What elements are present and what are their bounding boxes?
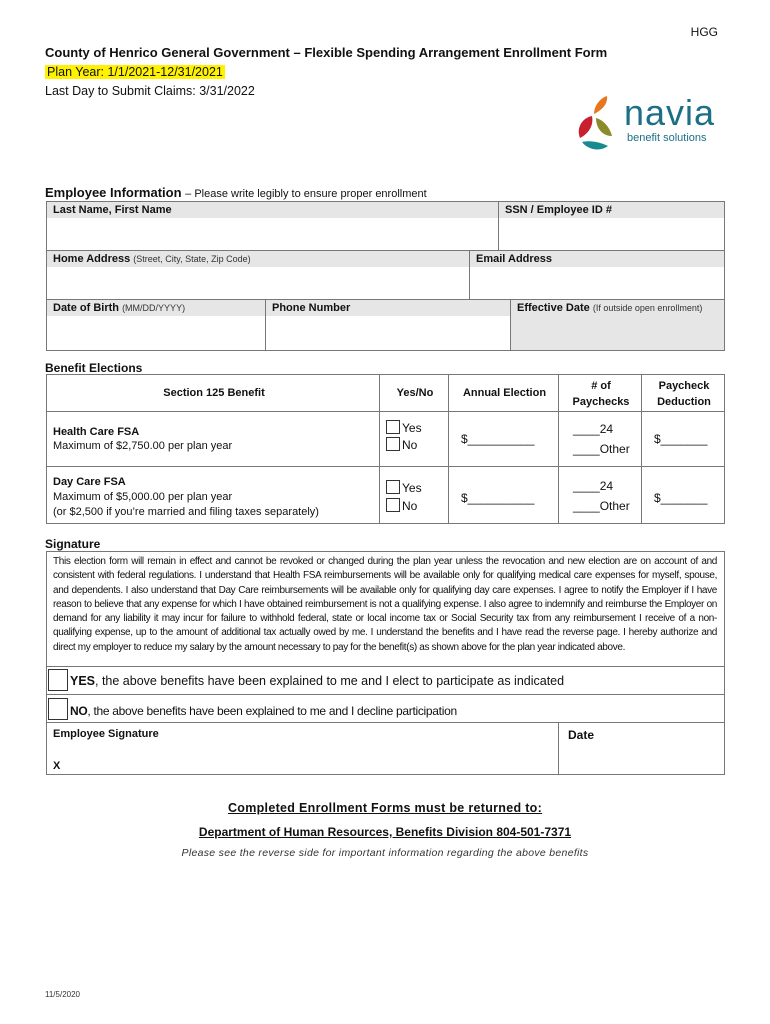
health-care-fsa-max: Maximum of $2,750.00 per plan year (53, 440, 233, 452)
col-header-section-label: Section 125 Benefit (163, 387, 265, 399)
employee-signature-field[interactable] (46, 722, 559, 775)
health-care-fsa-annual-blank: $__________ (461, 432, 535, 446)
day-care-fsa-name: Day Care FSA (53, 476, 126, 488)
health-care-fsa-no-checkbox[interactable] (386, 437, 400, 451)
navia-logo-mark-icon (572, 92, 632, 154)
day-care-fsa-yesno-cell (379, 466, 449, 524)
employee-signature-label: Employee Signature (53, 728, 159, 740)
signature-date-label: Date (568, 728, 595, 742)
home-address-field[interactable] (46, 250, 470, 300)
ssn-label: SSN / Employee ID # (499, 202, 724, 218)
participate-yes-checkbox[interactable] (48, 669, 68, 691)
plan-year: Plan Year: 1/1/2021-12/31/2021 (47, 65, 223, 79)
day-care-fsa-no-checkbox[interactable] (386, 498, 400, 512)
health-care-fsa-no-label: No (402, 438, 418, 452)
health-care-fsa-deduction-blank: $_______ (654, 432, 708, 446)
participate-yes-text: , the above benefits have been explained to me and I elect to participate as indicated (95, 674, 565, 688)
ssn-field[interactable] (498, 201, 725, 251)
effective-date-label (511, 300, 724, 316)
day-care-fsa-max: Maximum of $5,000.00 per plan year (53, 491, 233, 503)
reverse-side-note: Please see the reverse side for important information regarding the above benefits (181, 847, 589, 859)
signature-date-field[interactable] (558, 722, 725, 775)
day-care-fsa-annual-cell[interactable] (448, 466, 559, 524)
health-care-fsa-deduction-cell[interactable] (641, 411, 725, 467)
home-address-text: Home Address (53, 253, 131, 265)
email-label: Email Address (470, 251, 724, 267)
day-care-fsa-deduction-cell[interactable] (641, 466, 725, 524)
health-care-fsa-cell (46, 411, 380, 467)
employee-info-heading (45, 185, 427, 200)
col-header-paychecks (558, 374, 642, 412)
participate-yes-statement (70, 674, 564, 688)
signature-terms-text: This election form will remain in effect and cannot be revoked or changed during the plan year unless the revocation and new election are on account of and consistent with federal regulations. I understand that Health FSA reimbursements will be available only for qualifying medical care expenses for myself, spouse, and dependents. I also understand that Day Care reimbursements will be available only for qualifying day care expenses. I agree to notify the Employer if I have reason to believe that any expense for which I have obtained reimbursement is not a qualifying expense. I also agree to indemnify and reimburse the Employer on demand for any liability it may incur for failure to withhold federal, state or local income tax or Social Security tax from any reimbursement I receive of a non-qualifying expense, up to the amount of additional tax actually owed by me. I understand the benefits and I have read the reverse page. I hereby authorize and direct my employer to reduce my salary by the amount necessary to pay for the benefit(s) as shown above for the plan year indicated above. (53, 556, 717, 653)
navia-logo (572, 92, 732, 154)
benefits-table (46, 374, 725, 524)
health-care-fsa-name: Health Care FSA (53, 426, 140, 438)
participate-yes-bold: YES (70, 674, 96, 688)
return-heading: Completed Enrollment Forms must be returned to: (227, 801, 543, 815)
day-care-fsa-deduction-blank: $_______ (654, 491, 708, 505)
participate-no-bold: NO (70, 704, 88, 718)
health-care-fsa-yes-label: Yes (402, 421, 422, 435)
employee-info-note: – Please write legibly to ensure proper enrollment (185, 188, 427, 200)
email-field[interactable] (469, 250, 725, 300)
navia-logo-tagline: benefit solutions (627, 132, 707, 144)
health-care-fsa-yesno-cell (379, 411, 449, 467)
signature-terms-box (46, 551, 725, 667)
effective-date-field[interactable] (510, 299, 725, 351)
participate-no-text: , the above benefits have been explained to me and I decline participation (87, 704, 457, 718)
dob-label (47, 300, 265, 316)
col-header-annual (448, 374, 559, 412)
day-care-fsa-pay-other: ____Other (573, 499, 630, 513)
form-code: HGG (690, 25, 718, 39)
signature-x-mark: X (53, 760, 61, 772)
signature-heading: Signature (45, 537, 101, 551)
return-department: Department of Human Resources, Benefits Division 804-501-7371 (198, 825, 572, 839)
health-care-fsa-pay-other: ____Other (573, 442, 630, 456)
day-care-fsa-note: (or $2,500 if you’re married and filing taxes separately) (53, 506, 319, 518)
benefit-elections-heading: Benefit Elections (45, 361, 143, 375)
col-header-section (46, 374, 380, 412)
day-care-fsa-no-label: No (402, 499, 418, 513)
dob-field[interactable] (46, 299, 266, 351)
day-care-fsa-annual-blank: $__________ (461, 491, 535, 505)
employee-info-title: Employee Information (45, 185, 182, 200)
last-name-label: Last Name, First Name (47, 202, 498, 218)
participate-no-statement (70, 704, 457, 718)
day-care-fsa-paychecks-cell[interactable] (558, 466, 642, 524)
last-name-field[interactable] (46, 201, 499, 251)
dob-hint: (MM/DD/YYYY) (122, 303, 186, 313)
health-care-fsa-annual-cell[interactable] (448, 411, 559, 467)
phone-label: Phone Number (266, 300, 510, 316)
day-care-fsa-yes-label: Yes (402, 481, 422, 495)
form-title: County of Henrico General Government – Flexible Spending Arrangement Enrollment Form (45, 45, 608, 60)
health-care-fsa-paychecks-cell[interactable] (558, 411, 642, 467)
home-address-label (47, 251, 469, 267)
health-care-fsa-yes-checkbox[interactable] (386, 420, 400, 434)
phone-field[interactable] (265, 299, 511, 351)
col-header-annual-label: Annual Election (462, 387, 547, 399)
col-header-paychecks-label: # of Paychecks (572, 380, 630, 408)
employee-info-grid (46, 201, 725, 351)
revision-date: 11/5/2020 (45, 990, 80, 999)
col-header-deduction (641, 374, 725, 412)
col-header-deduction-label: Paycheck Deduction (657, 380, 711, 408)
effective-date-text: Effective Date (517, 302, 590, 314)
home-address-hint: (Street, City, State, Zip Code) (133, 254, 251, 264)
navia-logo-name: navia (624, 92, 716, 133)
participate-no-checkbox[interactable] (48, 698, 68, 720)
last-day-to-submit: Last Day to Submit Claims: 3/31/2022 (45, 84, 255, 98)
dob-text: Date of Birth (53, 302, 119, 314)
day-care-fsa-yes-checkbox[interactable] (386, 480, 400, 494)
day-care-fsa-cell (46, 466, 380, 524)
participate-no-row (46, 694, 725, 723)
day-care-fsa-pay-24: ____24 (573, 479, 614, 493)
col-header-yesno-label: Yes/No (396, 387, 434, 399)
effective-date-hint: (If outside open enrollment) (592, 303, 703, 313)
participate-yes-row (46, 666, 725, 695)
health-care-fsa-pay-24: ____24 (573, 422, 614, 436)
col-header-yesno (379, 374, 449, 412)
